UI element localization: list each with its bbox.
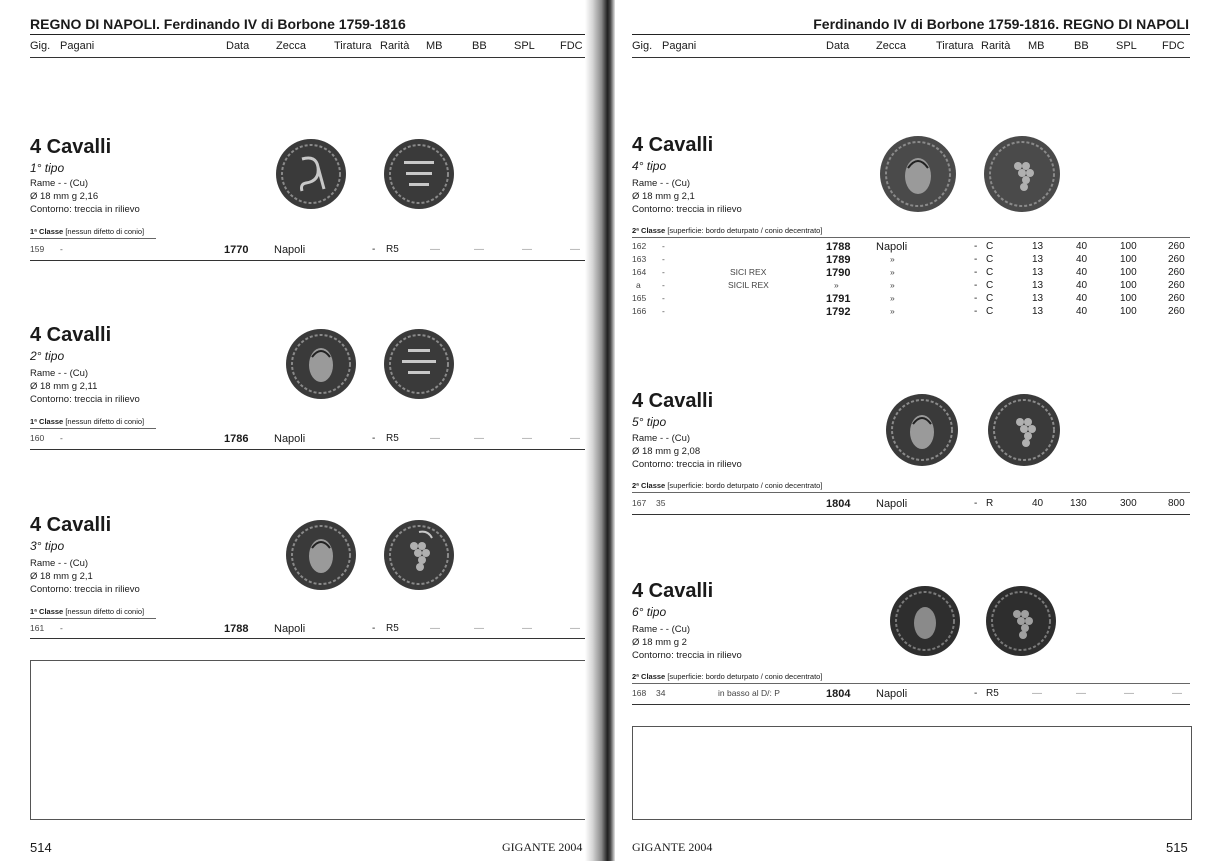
header-spl: SPL: [514, 40, 535, 52]
footer-text: GIGANTE 2004: [502, 840, 583, 854]
entry-size-weight: Ø 18 mm g 2,1: [30, 571, 93, 582]
header-tiratura: Tiratura: [334, 40, 372, 52]
entry-edge: Contorno: treccia in rilievo: [30, 204, 140, 215]
classe-rule: [632, 237, 1190, 238]
header-pagani: Pagani: [662, 40, 697, 52]
entry-size-weight: Ø 18 mm g 2,11: [30, 381, 98, 392]
header-zecca: Zecca: [276, 40, 306, 52]
classe-label: 2ª Classe [superficie: bordo deturpato / conio decentrato]: [632, 226, 823, 235]
header-rule: [30, 57, 586, 58]
row-rule: [30, 638, 586, 639]
page-title: REGNO DI NAPOLI. Ferdinando IV di Borbone 1759-1816: [30, 16, 406, 32]
portrait-coin-icon: [888, 584, 962, 658]
grapes-coin-icon: [984, 584, 1058, 658]
classe-label: 1ª Classe [nessun difetto di conio]: [30, 417, 145, 426]
entry-edge: Contorno: treccia in rilievo: [632, 204, 742, 215]
entry-title: 4 Cavalli: [632, 580, 714, 602]
header-mb: MB: [426, 40, 443, 52]
row-rule: [632, 704, 1190, 705]
header-gig: Gig.: [30, 40, 51, 52]
entry-size-weight: Ø 18 mm g 2,08: [632, 446, 701, 457]
header-gig: Gig.: [632, 40, 653, 52]
header-rule: [632, 57, 1190, 58]
table-row: 159 - 1770 Napoli - R5 — — — —: [30, 244, 580, 256]
entry-edge: Contorno: treccia in rilievo: [632, 459, 742, 470]
classe-rule: [30, 428, 156, 429]
title-rule: [30, 34, 586, 35]
header-rarita: Rarità: [380, 40, 410, 52]
header-bb: BB: [1074, 40, 1089, 52]
cavalli-iiii-text-coin-icon: [382, 137, 456, 211]
entry-title: 4 Cavalli: [632, 390, 714, 412]
portrait-coin-icon: [884, 392, 960, 468]
entry-metal: Rame - - (Cu): [30, 368, 89, 379]
entry-metal: Rame - - (Cu): [632, 433, 691, 444]
entry-metal: Rame - - (Cu): [632, 178, 691, 189]
column-headers: [30, 40, 586, 54]
entry-subtitle: 5° tipo: [632, 415, 667, 429]
classe-rule: [30, 238, 156, 239]
header-spl: SPL: [1116, 40, 1137, 52]
header-zecca: Zecca: [876, 40, 906, 52]
entry-size-weight: Ø 18 mm g 2: [632, 637, 687, 648]
classe-rule: [30, 618, 156, 619]
header-tiratura: Tiratura: [936, 40, 974, 52]
table-row: 163 - 1789 » - C 13 40 100 260: [632, 254, 1185, 266]
table-row: 165 - 1791 » - C 13 40 100 260: [632, 293, 1185, 305]
row-rule: [30, 449, 586, 450]
header-data: Data: [826, 40, 850, 52]
table-row: 162 - 1788 Napoli - C 13 40 100 260: [632, 241, 1185, 253]
entry-edge: Contorno: treccia in rilievo: [632, 650, 742, 661]
entry-size-weight: Ø 18 mm g 2,16: [30, 191, 99, 202]
entry-edge: Contorno: treccia in rilievo: [30, 394, 140, 405]
table-row: 166 - 1792 » - C 13 40 100 260: [632, 306, 1185, 318]
column-headers: [632, 40, 1190, 54]
table-row: 164 - SICI REX 1790 » - C 13 40 100 260: [632, 267, 1185, 279]
classe-rule: [632, 492, 1190, 493]
left-page: [0, 0, 590, 861]
entry-subtitle: 2° tipo: [30, 349, 65, 363]
table-row: 161 - 1788 Napoli - R5 — — — —: [30, 623, 580, 635]
table-row: 167 35 1804 Napoli - R 40 130 300 800: [632, 498, 1185, 510]
entry-metal: Rame - - (Cu): [30, 558, 89, 569]
grapes-coin-icon: [382, 518, 456, 592]
entry-title: 4 Cavalli: [30, 514, 112, 536]
table-row: 160 - 1786 Napoli - R5 — — — —: [30, 433, 580, 445]
row-rule: [30, 260, 586, 261]
classe-label: 2ª Classe [superficie: bordo deturpato / conio decentrato]: [632, 481, 823, 490]
classe-label: 1ª Classe [nessun difetto di conio]: [30, 227, 145, 236]
page-number: 515: [1166, 840, 1188, 855]
portrait-coin-icon: [284, 327, 358, 401]
entry-metal: Rame - - (Cu): [632, 624, 691, 635]
entry-title: 4 Cavalli: [30, 324, 112, 346]
cavalli-iiii-text-coin-icon: [382, 327, 456, 401]
entry-edge: Contorno: treccia in rilievo: [30, 584, 140, 595]
classe-label: 2ª Classe [superficie: bordo deturpato / conio decentrato]: [632, 672, 823, 681]
entry-subtitle: 4° tipo: [632, 159, 667, 173]
header-rarita: Rarità: [981, 40, 1011, 52]
header-data: Data: [226, 40, 250, 52]
header-fdc: FDC: [560, 40, 583, 52]
entry-title: 4 Cavalli: [30, 136, 112, 158]
entry-subtitle: 3° tipo: [30, 539, 65, 553]
monogram-coin-icon: [274, 137, 348, 211]
grapes-coin-icon: [982, 134, 1062, 214]
entry-subtitle: 6° tipo: [632, 605, 667, 619]
right-page: [610, 0, 1217, 861]
table-row: 168 34 in basso al D/: P 1804 Napoli - R5 — — — —: [632, 688, 1182, 700]
portrait-coin-icon: [284, 518, 358, 592]
entry-subtitle: 1° tipo: [30, 161, 65, 175]
header-bb: BB: [472, 40, 487, 52]
grapes-coin-icon: [986, 392, 1062, 468]
row-rule: [632, 514, 1190, 515]
header-mb: MB: [1028, 40, 1045, 52]
table-row: a - SICIL REX » » - C 13 40 100 260: [636, 280, 1185, 291]
header-pagani: Pagani: [60, 40, 95, 52]
entry-metal: Rame - - (Cu): [30, 178, 89, 189]
classe-rule: [632, 683, 1190, 684]
entry-title: 4 Cavalli: [632, 134, 714, 156]
entry-size-weight: Ø 18 mm g 2,1: [632, 191, 695, 202]
page-number: 514: [30, 840, 52, 855]
classe-label: 1ª Classe [nessun difetto di conio]: [30, 607, 145, 616]
portrait-coin-icon: [878, 134, 958, 214]
footer-text: GIGANTE 2004: [632, 840, 713, 854]
empty-frame: [632, 726, 1192, 820]
title-rule: [632, 34, 1190, 35]
empty-frame: [30, 660, 588, 820]
header-fdc: FDC: [1162, 40, 1185, 52]
page-title: Ferdinando IV di Borbone 1759-1816. REGNO DI NAPOLI: [813, 16, 1189, 32]
